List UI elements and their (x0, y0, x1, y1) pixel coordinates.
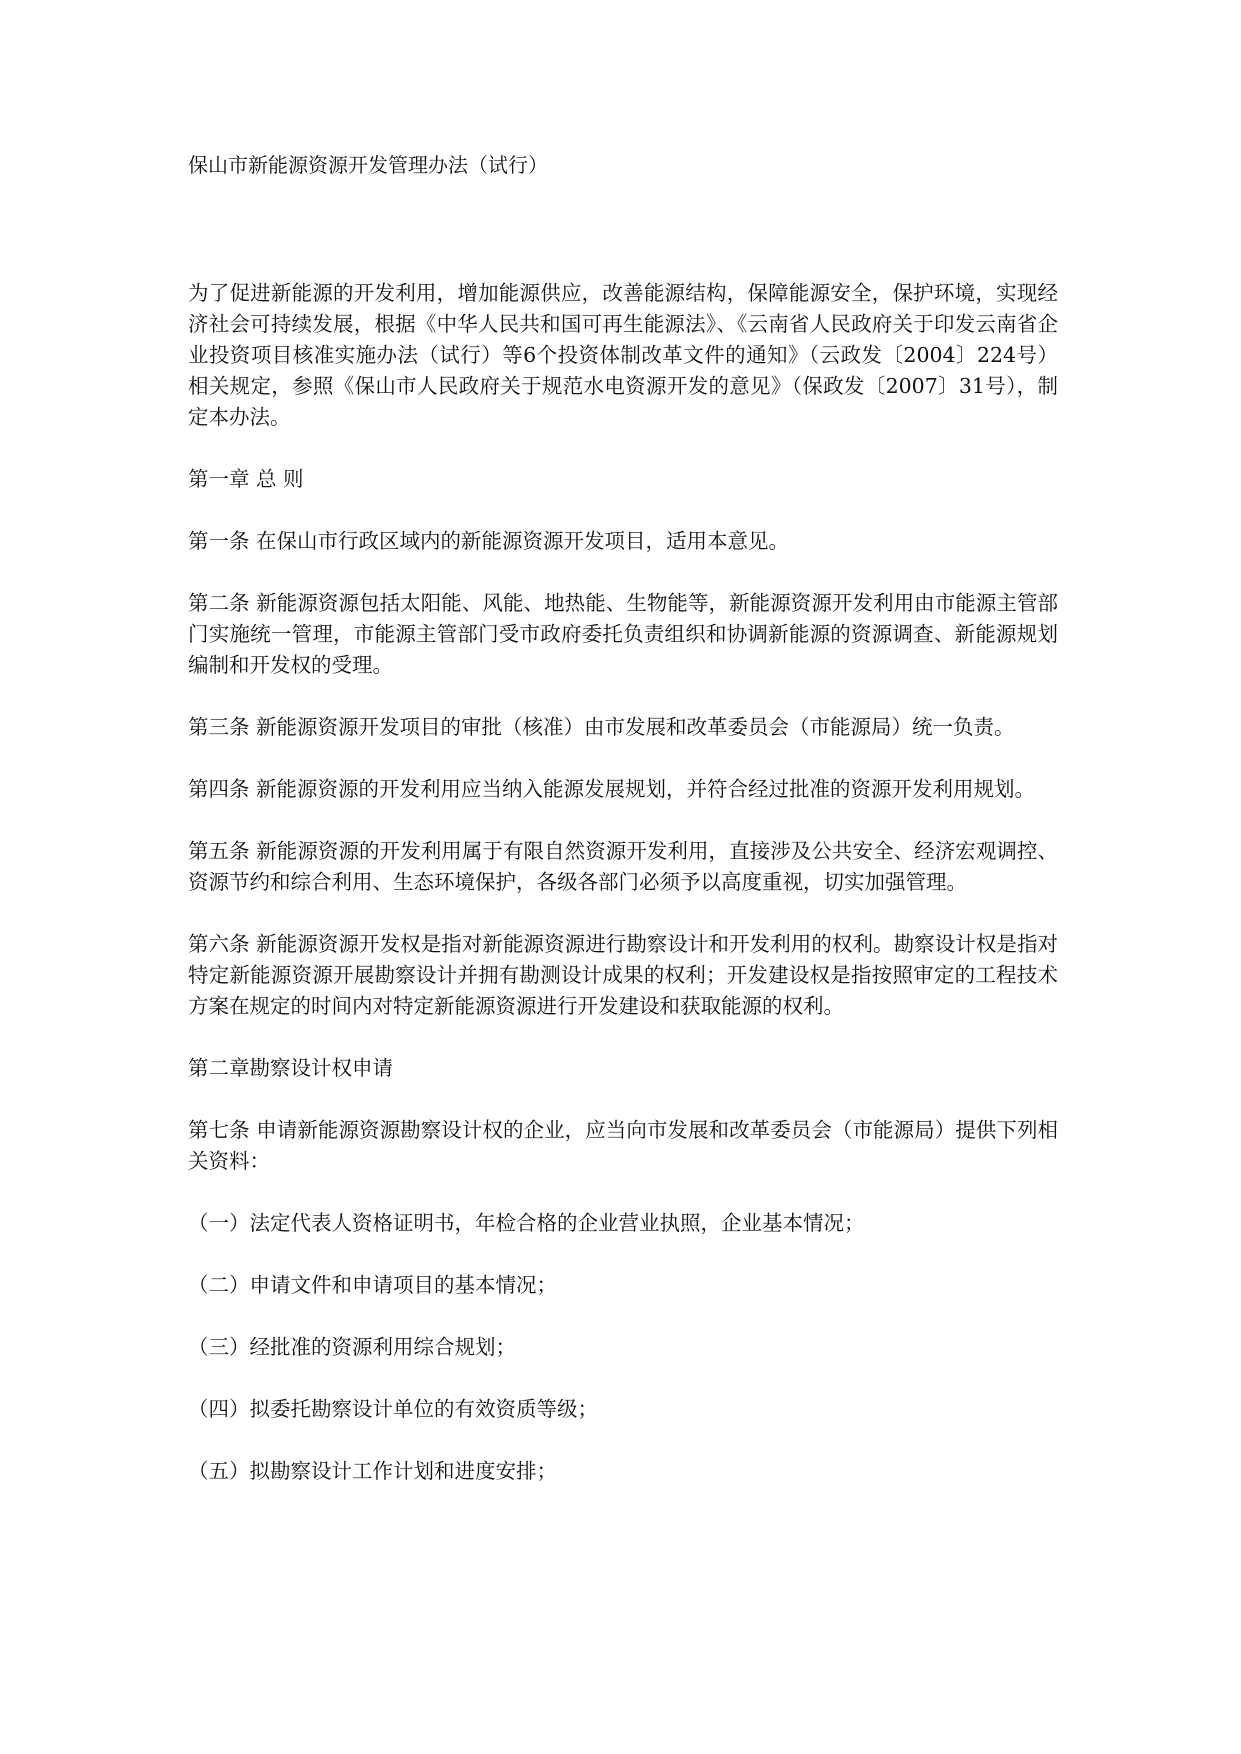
article-5-paragraph: 第五条 新能源资源的开发利用属于有限自然资源开发利用，直接涉及公共安全、经济宏观调控、资源节约和综合利用、生态环境保护，各级各部门必须予以高度重视，切实加强管理。 (188, 839, 1058, 894)
article-4-paragraph: 第四条 新能源资源的开发利用应当纳入能源发展规划，并符合经过批准的资源开发利用规划。 (188, 777, 1036, 801)
list-item-3: （三）经批准的资源利用综合规划； (188, 1335, 516, 1359)
document-page (188, 0, 1058, 1754)
list-item-4: （四）拟委托勘察设计单位的有效资质等级； (188, 1397, 598, 1421)
chapter-2-heading: 第二章勘察设计权申请 (188, 1056, 393, 1080)
list-item-2: （二）申请文件和申请项目的基本情况； (188, 1273, 557, 1297)
list-item-1: （一）法定代表人资格证明书，年检合格的企业营业执照，企业基本情况； (188, 1211, 865, 1235)
article-6-paragraph: 第六条 新能源资源开发权是指对新能源资源进行勘察设计和开发利用的权利。勘察设计权是指对特定新能源资源开展勘察设计并拥有勘测设计成果的权利；开发建设权是指按照审定的工程技术方案在规定的时间内对特定新能源资源进行开发建设和获取能源的权利。 (188, 932, 1058, 1018)
article-7-paragraph: 第七条 申请新能源资源勘察设计权的企业，应当向市发展和改革委员会（市能源局）提供下列相关资料： (188, 1118, 1058, 1173)
document-body (188, 278, 1058, 1518)
document-title: 保山市新能源资源开发管理办法（试行） (188, 153, 548, 177)
list-item-5: （五）拟勘察设计工作计划和进度安排； (188, 1459, 557, 1483)
article-1-paragraph: 第一条 在保山市行政区域内的新能源资源开发项目，适用本意见。 (188, 529, 790, 553)
preamble-paragraph: 为了促进新能源的开发利用，增加能源供应，改善能源结构，保障能源安全，保护环境，实现经济社会可持续发展，根据《中华人民共和国可再生能源法》、《云南省人民政府关于印发云南省企业投资项目核准实施办法（试行）等6个投资体制改革文件的通知》（云政发〔2004〕224号）相关规定，参照《保山市人民政府关于规范水电资源开发的意见》（保政发〔2007〕31号），制定本办法。 (188, 281, 1058, 429)
article-3-paragraph: 第三条 新能源资源开发项目的审批（核准）由市发展和改革委员会（市能源局）统一负责。 (188, 715, 1015, 739)
chapter-1-heading: 第一章 总 则 (188, 467, 304, 491)
article-2-paragraph: 第二条 新能源资源包括太阳能、风能、地热能、生物能等，新能源资源开发利用由市能源主管部门实施统一管理，市能源主管部门受市政府委托负责组织和协调新能源的资源调查、新能源规划编制和开发权的受理。 (188, 591, 1058, 677)
